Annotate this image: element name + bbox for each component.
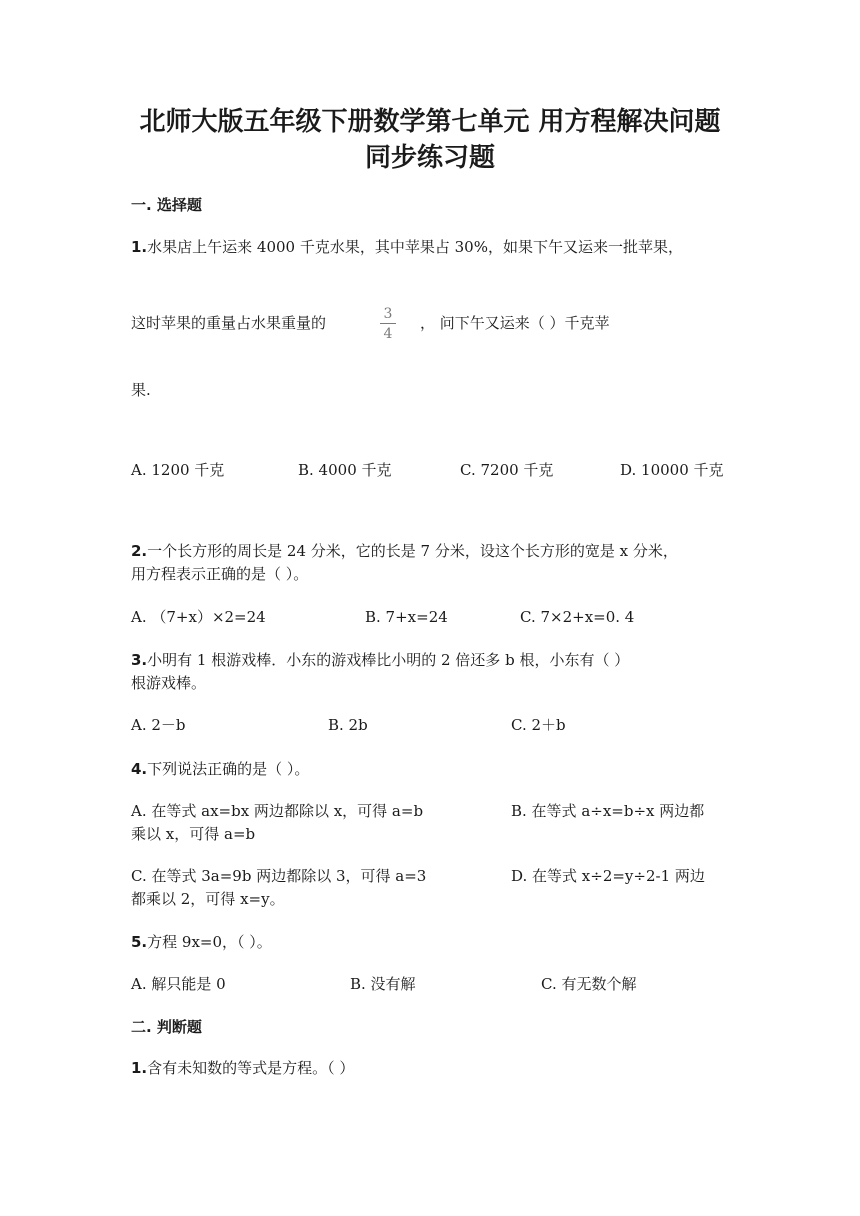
section-heading-choice: 一. 选择题 xyxy=(131,196,202,214)
question-text: 一个长方形的周长是 24 分米，它的长是 7 分米，设这个长方形的宽是 x 分米， xyxy=(147,542,678,560)
option-c[interactable]: C. 2＋b xyxy=(511,716,566,734)
option-c[interactable]: C. 在等式 3a=9b 两边都除以 3，可得 a=3 xyxy=(131,867,427,885)
option-c[interactable]: C. 有无数个解 xyxy=(541,975,637,993)
question-1-line2b xyxy=(420,312,610,334)
judgement-1 xyxy=(131,1057,354,1079)
section-heading-judgement: 二. 判断题 xyxy=(131,1018,202,1036)
question-2 xyxy=(131,540,678,562)
question-number: 2. xyxy=(131,542,148,560)
option-b[interactable]: B. 7+x=24 xyxy=(365,608,448,626)
question-number: 5. xyxy=(131,933,148,951)
question-1-line2 xyxy=(131,312,326,334)
question-number: 1. xyxy=(131,1059,148,1077)
question-3 xyxy=(131,649,629,671)
question-number: 3. xyxy=(131,651,148,669)
option-a[interactable]: A. 解只能是 0 xyxy=(131,975,226,993)
option-a[interactable]: A. 2－b xyxy=(131,716,186,734)
question-1-line3: 果. xyxy=(131,381,151,399)
option-c[interactable]: C. 7×2+x=0. 4 xyxy=(520,608,635,626)
question-text: ， 问下午又运来（ ）千克苹 xyxy=(420,314,610,332)
page-subtitle: 同步练习题 xyxy=(364,143,495,173)
option-d[interactable]: D. 10000 千克 xyxy=(620,461,724,479)
option-a[interactable]: A. 在等式 ax=bx 两边都除以 x，可得 a=b xyxy=(131,802,424,820)
option-b-continued: 乘以 x，可得 a=b xyxy=(131,825,256,843)
question-2-line2: 用方程表示正确的是（ ）。 xyxy=(131,565,309,583)
question-5 xyxy=(131,931,272,953)
option-b[interactable]: B. 没有解 xyxy=(350,975,416,993)
option-c[interactable]: C. 7200 千克 xyxy=(460,461,554,479)
option-b[interactable]: B. 在等式 a÷x=b÷x 两边都 xyxy=(511,802,705,820)
option-a[interactable]: A. 1200 千克 xyxy=(131,461,225,479)
fraction-numerator: 3 xyxy=(383,306,393,322)
fraction-bar xyxy=(380,323,396,324)
question-text: 这时苹果的重量占水果重量的 xyxy=(131,314,327,332)
question-number: 4. xyxy=(131,760,148,778)
question-text: 下列说法正确的是（ ）。 xyxy=(147,760,310,778)
question-4 xyxy=(131,758,309,780)
page-title: 北师大版五年级下册数学第七单元 用方程解决问题 xyxy=(139,107,721,137)
fraction-three-quarters xyxy=(380,306,396,342)
option-a[interactable]: A. （7+x）×2=24 xyxy=(131,608,266,626)
question-text: 方程 9x=0，（ ）。 xyxy=(147,933,272,951)
question-3-line2: 根游戏棒。 xyxy=(131,674,207,692)
option-b[interactable]: B. 2b xyxy=(328,716,368,734)
option-d-continued: 都乘以 2，可得 x=y。 xyxy=(131,890,285,908)
option-d[interactable]: D. 在等式 x÷2=y÷2-1 两边 xyxy=(511,867,705,885)
question-1 xyxy=(131,236,683,258)
question-number: 1. xyxy=(131,238,148,256)
fraction-denominator: 4 xyxy=(383,326,393,342)
option-b[interactable]: B. 4000 千克 xyxy=(298,461,392,479)
question-text: 小明有 1 根游戏棒．小东的游戏棒比小明的 2 倍还多 b 根，小东有（ ） xyxy=(147,651,630,669)
question-text: 含有未知数的等式是方程。（ ） xyxy=(147,1059,355,1077)
question-text: 水果店上午运来 4000 千克水果，其中苹果占 30%，如果下午又运来一批苹果， xyxy=(147,238,683,256)
